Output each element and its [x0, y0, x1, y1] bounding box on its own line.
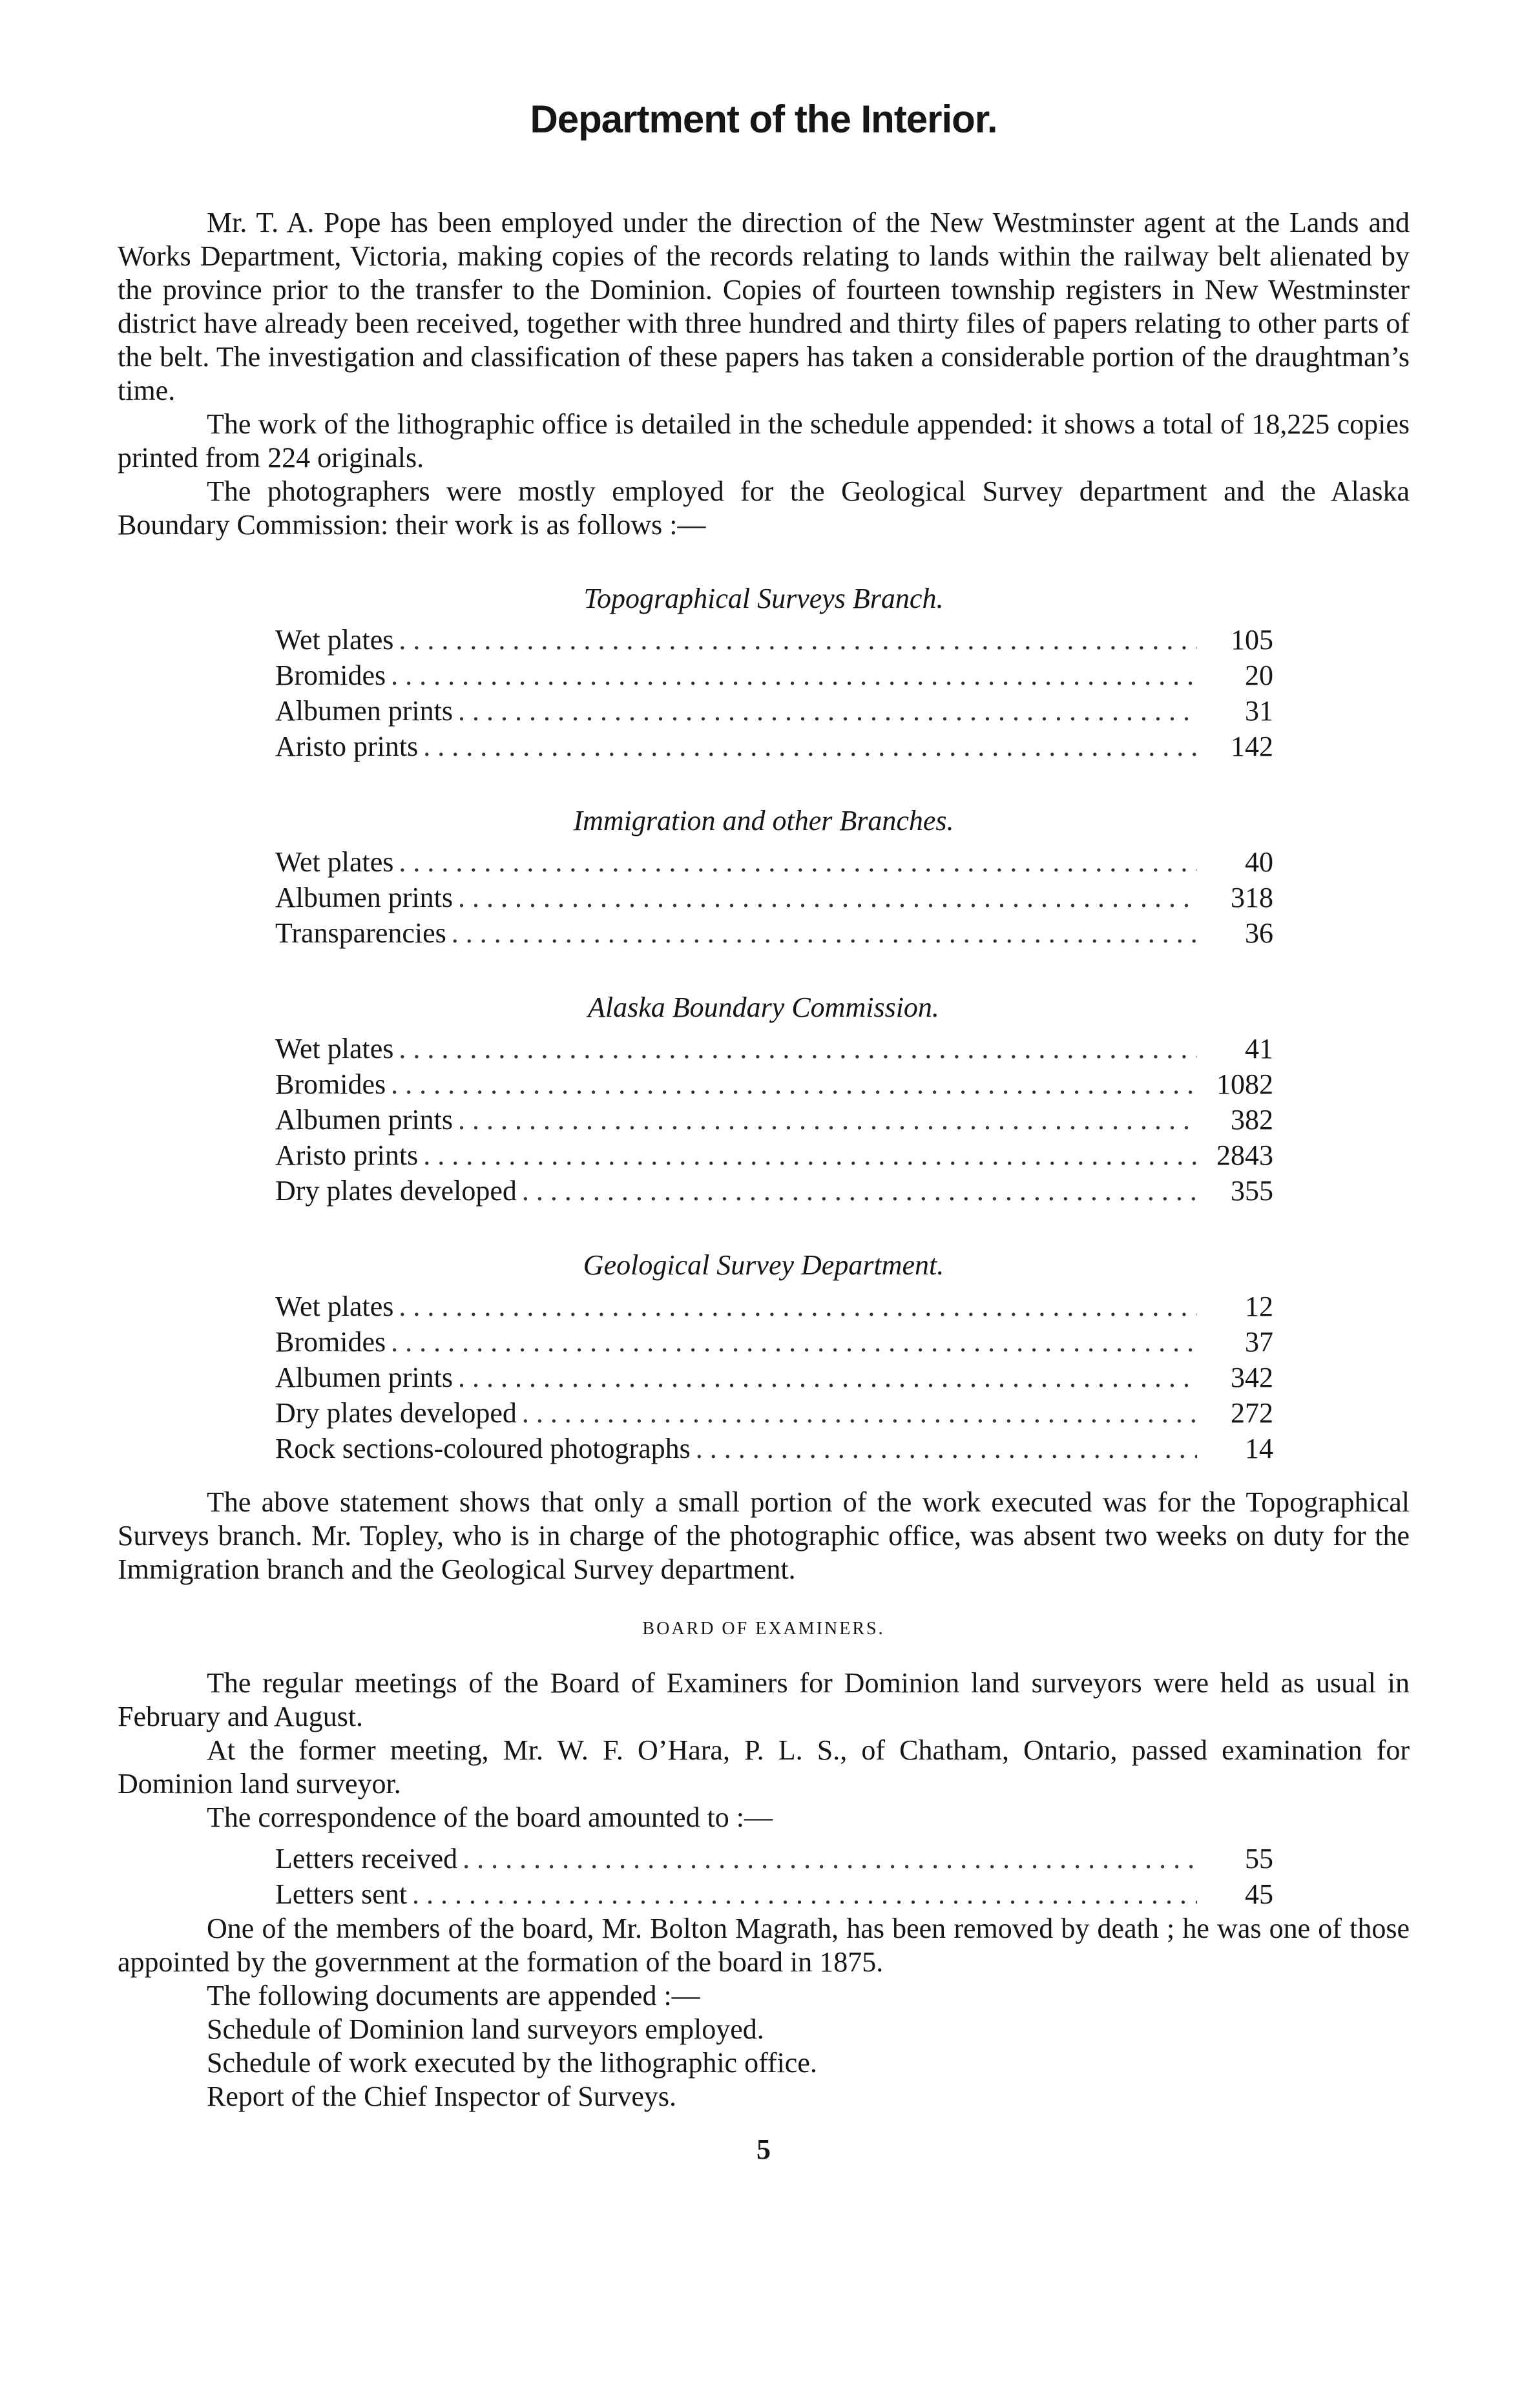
- leader-dots: [458, 1360, 1197, 1395]
- row-value: 20: [1245, 659, 1273, 691]
- leader-dots: [399, 844, 1197, 880]
- row-label: Wet plates: [275, 1033, 394, 1064]
- row-label: Albumen prints: [275, 882, 453, 913]
- row-label: Aristo prints: [275, 1139, 419, 1171]
- leader-dots: [458, 880, 1197, 915]
- row-value: 45: [1245, 1878, 1273, 1910]
- board-paragraph-3: The correspondence of the board amounted to :—: [207, 1801, 773, 1833]
- row-value: 272: [1231, 1397, 1273, 1429]
- row-label: Bromides: [275, 659, 386, 691]
- section-heading-geological: Geological Survey Department.: [583, 1249, 944, 1281]
- table-row: [275, 693, 1273, 729]
- table-row: [275, 1395, 1273, 1431]
- table-row: [275, 1031, 1273, 1066]
- table-correspondence: [275, 1841, 1273, 1912]
- row-value: 12: [1245, 1291, 1273, 1322]
- board-heading: BOARD OF EXAMINERS.: [642, 1619, 885, 1639]
- table-row: [275, 658, 1273, 693]
- intro-paragraph-3: The photographers were mostly employed for the Geological Survey department and the Alaska Boundary Commission: their work is as follows :—: [118, 475, 1410, 541]
- table-row: [275, 1876, 1273, 1912]
- document-page: [118, 97, 1410, 2166]
- row-label: Letters received: [275, 1843, 458, 1874]
- row-value: 318: [1231, 882, 1273, 913]
- page-number: 5: [756, 2133, 771, 2165]
- row-value: 142: [1231, 731, 1273, 762]
- row-value: 382: [1231, 1104, 1273, 1136]
- section-heading-alaska: Alaska Boundary Commission.: [588, 991, 939, 1023]
- row-label: Albumen prints: [275, 695, 453, 727]
- row-label: Albumen prints: [275, 1362, 453, 1393]
- section-heading-topographical: Topographical Surveys Branch.: [583, 583, 944, 614]
- row-value: 342: [1231, 1362, 1273, 1393]
- table-row: [275, 880, 1273, 915]
- row-value: 31: [1245, 695, 1273, 727]
- row-value: 37: [1245, 1326, 1273, 1358]
- table-row: [275, 1066, 1273, 1102]
- table-row: [275, 1137, 1273, 1173]
- leader-dots: [696, 1431, 1197, 1466]
- row-label: Albumen prints: [275, 1104, 453, 1136]
- table-topographical: [275, 622, 1273, 764]
- board-paragraph-1: The regular meetings of the Board of Examiners for Dominion land surveyors were held as usual in February and August.: [118, 1667, 1410, 1732]
- table-geological: [275, 1289, 1273, 1466]
- row-value: 14: [1245, 1433, 1273, 1464]
- appended-item: Schedule of Dominion land surveyors employed.: [207, 2013, 764, 2045]
- table-row: [275, 915, 1273, 951]
- row-value: 105: [1231, 624, 1273, 656]
- row-label: Dry plates developed: [275, 1175, 517, 1207]
- page-title: Department of the Interior.: [530, 98, 997, 141]
- intro-paragraph-2: The work of the lithographic office is detailed in the schedule appended: it shows a total of 18,225 copies printed from 224 originals.: [118, 408, 1410, 473]
- leader-dots: [463, 1841, 1197, 1876]
- row-value: 36: [1245, 917, 1273, 949]
- row-label: Rock sections-coloured photographs: [275, 1433, 691, 1464]
- leader-dots: [522, 1173, 1197, 1209]
- row-label: Letters sent: [275, 1878, 408, 1910]
- table-row: [275, 1431, 1273, 1466]
- row-value: 355: [1231, 1175, 1273, 1207]
- leader-dots: [399, 622, 1197, 658]
- table-alaska: [275, 1031, 1273, 1209]
- leader-dots: [458, 1102, 1197, 1137]
- row-label: Wet plates: [275, 1291, 394, 1322]
- table-row: [275, 1289, 1273, 1324]
- leader-dots: [522, 1395, 1197, 1431]
- leader-dots: [391, 1066, 1197, 1102]
- after-statement-paragraph: The above statement shows that only a small portion of the work executed was for the Topographical Surveys branch. Mr. Topley, who is in charge of the photographic office, was absent two weeks on duty for the Immigration branch and the Geological Survey department.: [118, 1486, 1410, 1585]
- appended-item: Schedule of work executed by the lithographic office.: [207, 2047, 817, 2079]
- section-heading-immigration: Immigration and other Branches.: [573, 805, 954, 836]
- row-value: 1082: [1216, 1068, 1273, 1100]
- leader-dots: [423, 729, 1197, 764]
- appended-item: Report of the Chief Inspector of Surveys.: [207, 2081, 677, 2112]
- table-row: [275, 1841, 1273, 1876]
- leader-dots: [391, 1324, 1197, 1360]
- row-label: Bromides: [275, 1326, 386, 1358]
- row-label: Wet plates: [275, 624, 394, 656]
- table-row: [275, 729, 1273, 764]
- leader-dots: [391, 658, 1197, 693]
- table-row: [275, 1173, 1273, 1209]
- row-label: Bromides: [275, 1068, 386, 1100]
- row-value: 40: [1245, 846, 1273, 878]
- leader-dots: [458, 693, 1197, 729]
- row-value: 2843: [1216, 1139, 1273, 1171]
- leader-dots: [452, 915, 1197, 951]
- table-row: [275, 622, 1273, 658]
- leader-dots: [412, 1876, 1197, 1912]
- appended-intro: The following documents are appended :—: [207, 1980, 700, 2011]
- board-paragraph-4: One of the members of the board, Mr. Bolton Magrath, has been removed by death ; he was one of those appointed by the government at the formation of the board in 1875.: [118, 1913, 1410, 1978]
- leader-dots: [399, 1031, 1197, 1066]
- row-label: Transparencies: [275, 917, 446, 949]
- table-row: [275, 844, 1273, 880]
- table-immigration: [275, 844, 1273, 951]
- row-value: 55: [1245, 1843, 1273, 1874]
- board-paragraph-2: At the former meeting, Mr. W. F. O’Hara, P. L. S., of Chatham, Ontario, passed examination for Dominion land surveyor.: [118, 1734, 1410, 1800]
- row-label: Dry plates developed: [275, 1397, 517, 1429]
- leader-dots: [423, 1137, 1197, 1173]
- leader-dots: [399, 1289, 1197, 1324]
- intro-paragraph-1: Mr. T. A. Pope has been employed under the direction of the New Westminster agent at the Lands and Works Department, Victoria, making copies of the records relating to lands within the railway belt alienated by the province prior to the transfer to the Dominion. Copies of fourteen township registers in New Westminster district have already been received, together with three hundred and thirty files of papers relating to other parts of the belt. The investigation and classification of these papers has taken a considerable portion of the draughtman’s time.: [118, 207, 1410, 406]
- table-row: [275, 1360, 1273, 1395]
- table-row: [275, 1102, 1273, 1137]
- table-row: [275, 1324, 1273, 1360]
- row-value: 41: [1245, 1033, 1273, 1064]
- row-label: Aristo prints: [275, 731, 419, 762]
- row-label: Wet plates: [275, 846, 394, 878]
